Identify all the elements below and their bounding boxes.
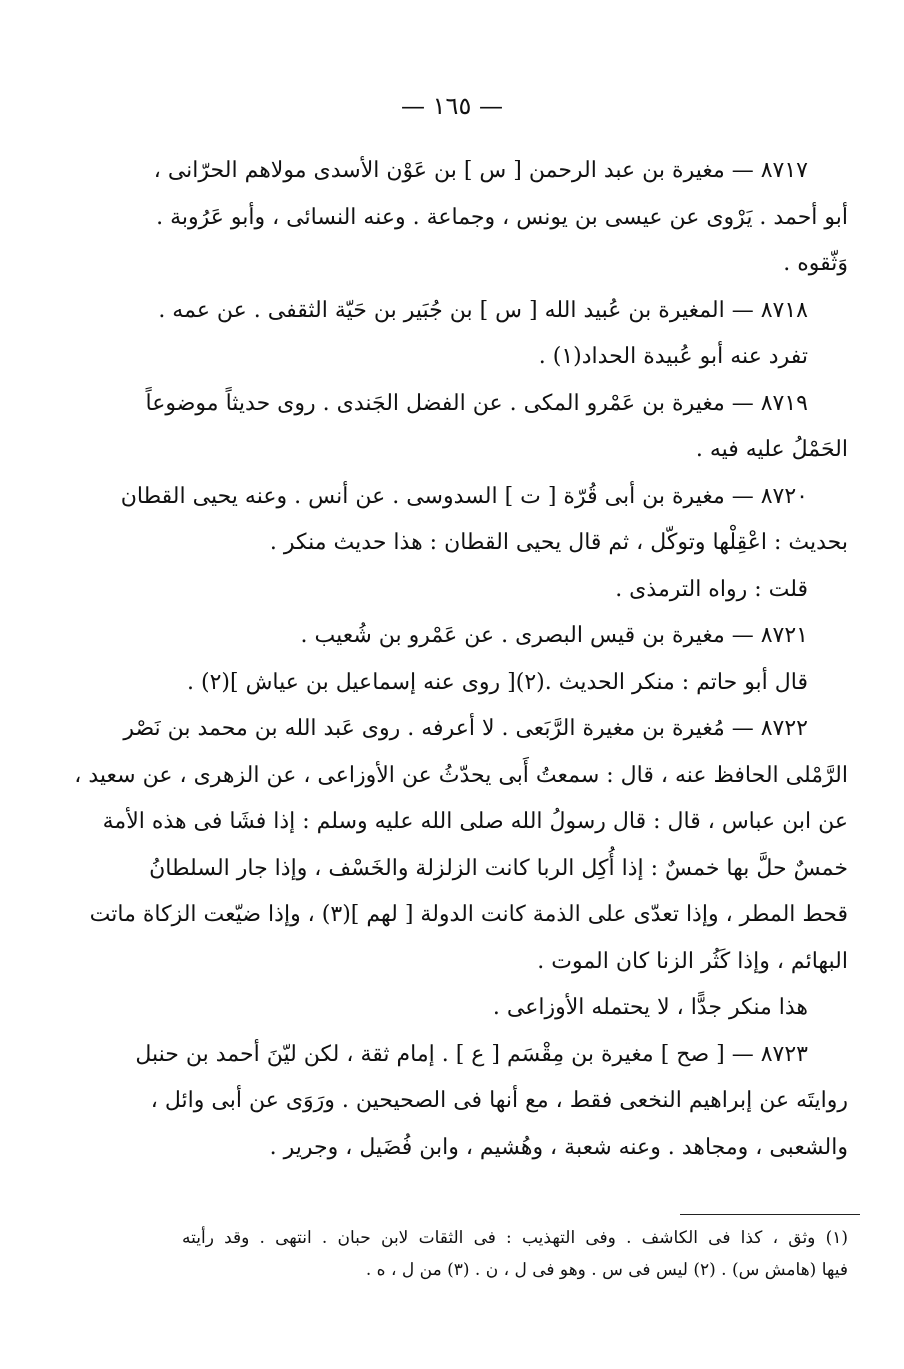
footnote-divider [680, 1214, 860, 1215]
text-line: أبو أحمد . يَرْوى عن عيسى بن يونس ، وجماعة . وعنه النسائى ، وأبو عَرُوبة . [156, 204, 848, 230]
text-line: وَثّقوه . [783, 251, 848, 276]
page-number: — ١٦٥ — [401, 92, 503, 120]
text-line: عن ابن عباس ، قال : قال رسولُ الله صلى الله عليه وسلم : إذا فشَا فى هذه الأمة [102, 809, 848, 834]
text-line: ٨٧٢٠ — مغيرة بن أبى قُرّة [ ت ] السدوسى . عن أنس . وعنه يحيى القطان [120, 483, 808, 509]
text-line: الرَّمْلى الحافظ عنه ، قال : سمعتُ أَبى يحدّثُ عن الأوزاعى ، عن الزهرى ، عن سعيد ، [74, 762, 848, 788]
text-line: والشعبى ، ومجاهد . وعنه شعبة ، وهُشيم ، وابن فُضَيل ، وجرير . [269, 1134, 848, 1160]
text-line: تفرد عنه أبو عُبيدة الحداد(١) . [538, 344, 808, 369]
text-line: بحديث : اعْقِلْها وتوكّل ، ثم قال يحيى القطان : هذا حديث منكر . [269, 530, 848, 555]
text-line: ٨٧١٩ — مغيرة بن عَمْرو المكى . عن الفضل الجَندى . روى حديثاً موضوعاً [145, 390, 808, 416]
footnote-line: فيها (هامش س) . (٢) ليس فى س . وهو فى ل ، ن . (٣) من ل ، ه . [365, 1260, 848, 1280]
text-line: هذا منكر جدًّا ، لا يحتمله الأوزاعى . [492, 995, 808, 1020]
text-line: قحط المطر ، وإذا تعدّى على الذمة كانت الدولة [ لهم ](٣) ، وإذا ضيّعت الزكاة ماتت [89, 902, 848, 927]
text-line: البهائم ، وإذا كَثُر الزنا كان الموت . [537, 948, 848, 974]
text-line: قال أبو حاتم : منكر الحديث .(٢)[ روى عنه إسماعيل بن عياش ](٢) . [187, 669, 808, 695]
text-line: ٨٧٢١ — مغيرة بن قيس البصرى . عن عَمْرو بن شُعيب . [300, 623, 808, 648]
main-text [74, 148, 848, 1171]
footnote-line: (١) وثق ، كذا فى الكاشف . وفى التهذيب : فى الثقات لابن حبان . انتهى . وقد رأيته [182, 1228, 848, 1248]
text-line: ٨٧١٧ — مغيرة بن عبد الرحمن [ س ] بن عَوْن الأسدى مولاهم الحرّانى ، [153, 158, 808, 183]
text-line: ٨٧١٨ — المغيرة بن عُبيد الله [ س ] بن جُبَير بن حَيّة الثقفى . عن عمه . [158, 297, 808, 323]
text-line: الحَمْلُ عليه فيه . [695, 437, 848, 462]
text-line: ٨٧٢٢ — مُغيرة بن مغيرة الرَّبَعى . لا أعرفه . روى عَبد الله بن محمد بن نَصْر [123, 716, 808, 741]
text-line: ٨٧٢٣ — [ صح ] مغيرة بن مِقْسَم [ ع ] . إمام ثقة ، لكن ليّنَ أحمد بن حنبل [135, 1041, 808, 1067]
footnotes [182, 1222, 848, 1286]
text-line: روايتَه عن إبراهيم النخعى فقط ، مع أنها فى الصحيحين . ورَوَى عن أبى وائل ، [150, 1088, 848, 1113]
text-line: خمسٌ حلَّ بها خمسٌ : إذا أُكِل الربا كانت الزلزلة والخَسْف ، وإذا جار السلطانُ [149, 855, 848, 881]
text-line: قلت : رواه الترمذى . [615, 576, 808, 602]
